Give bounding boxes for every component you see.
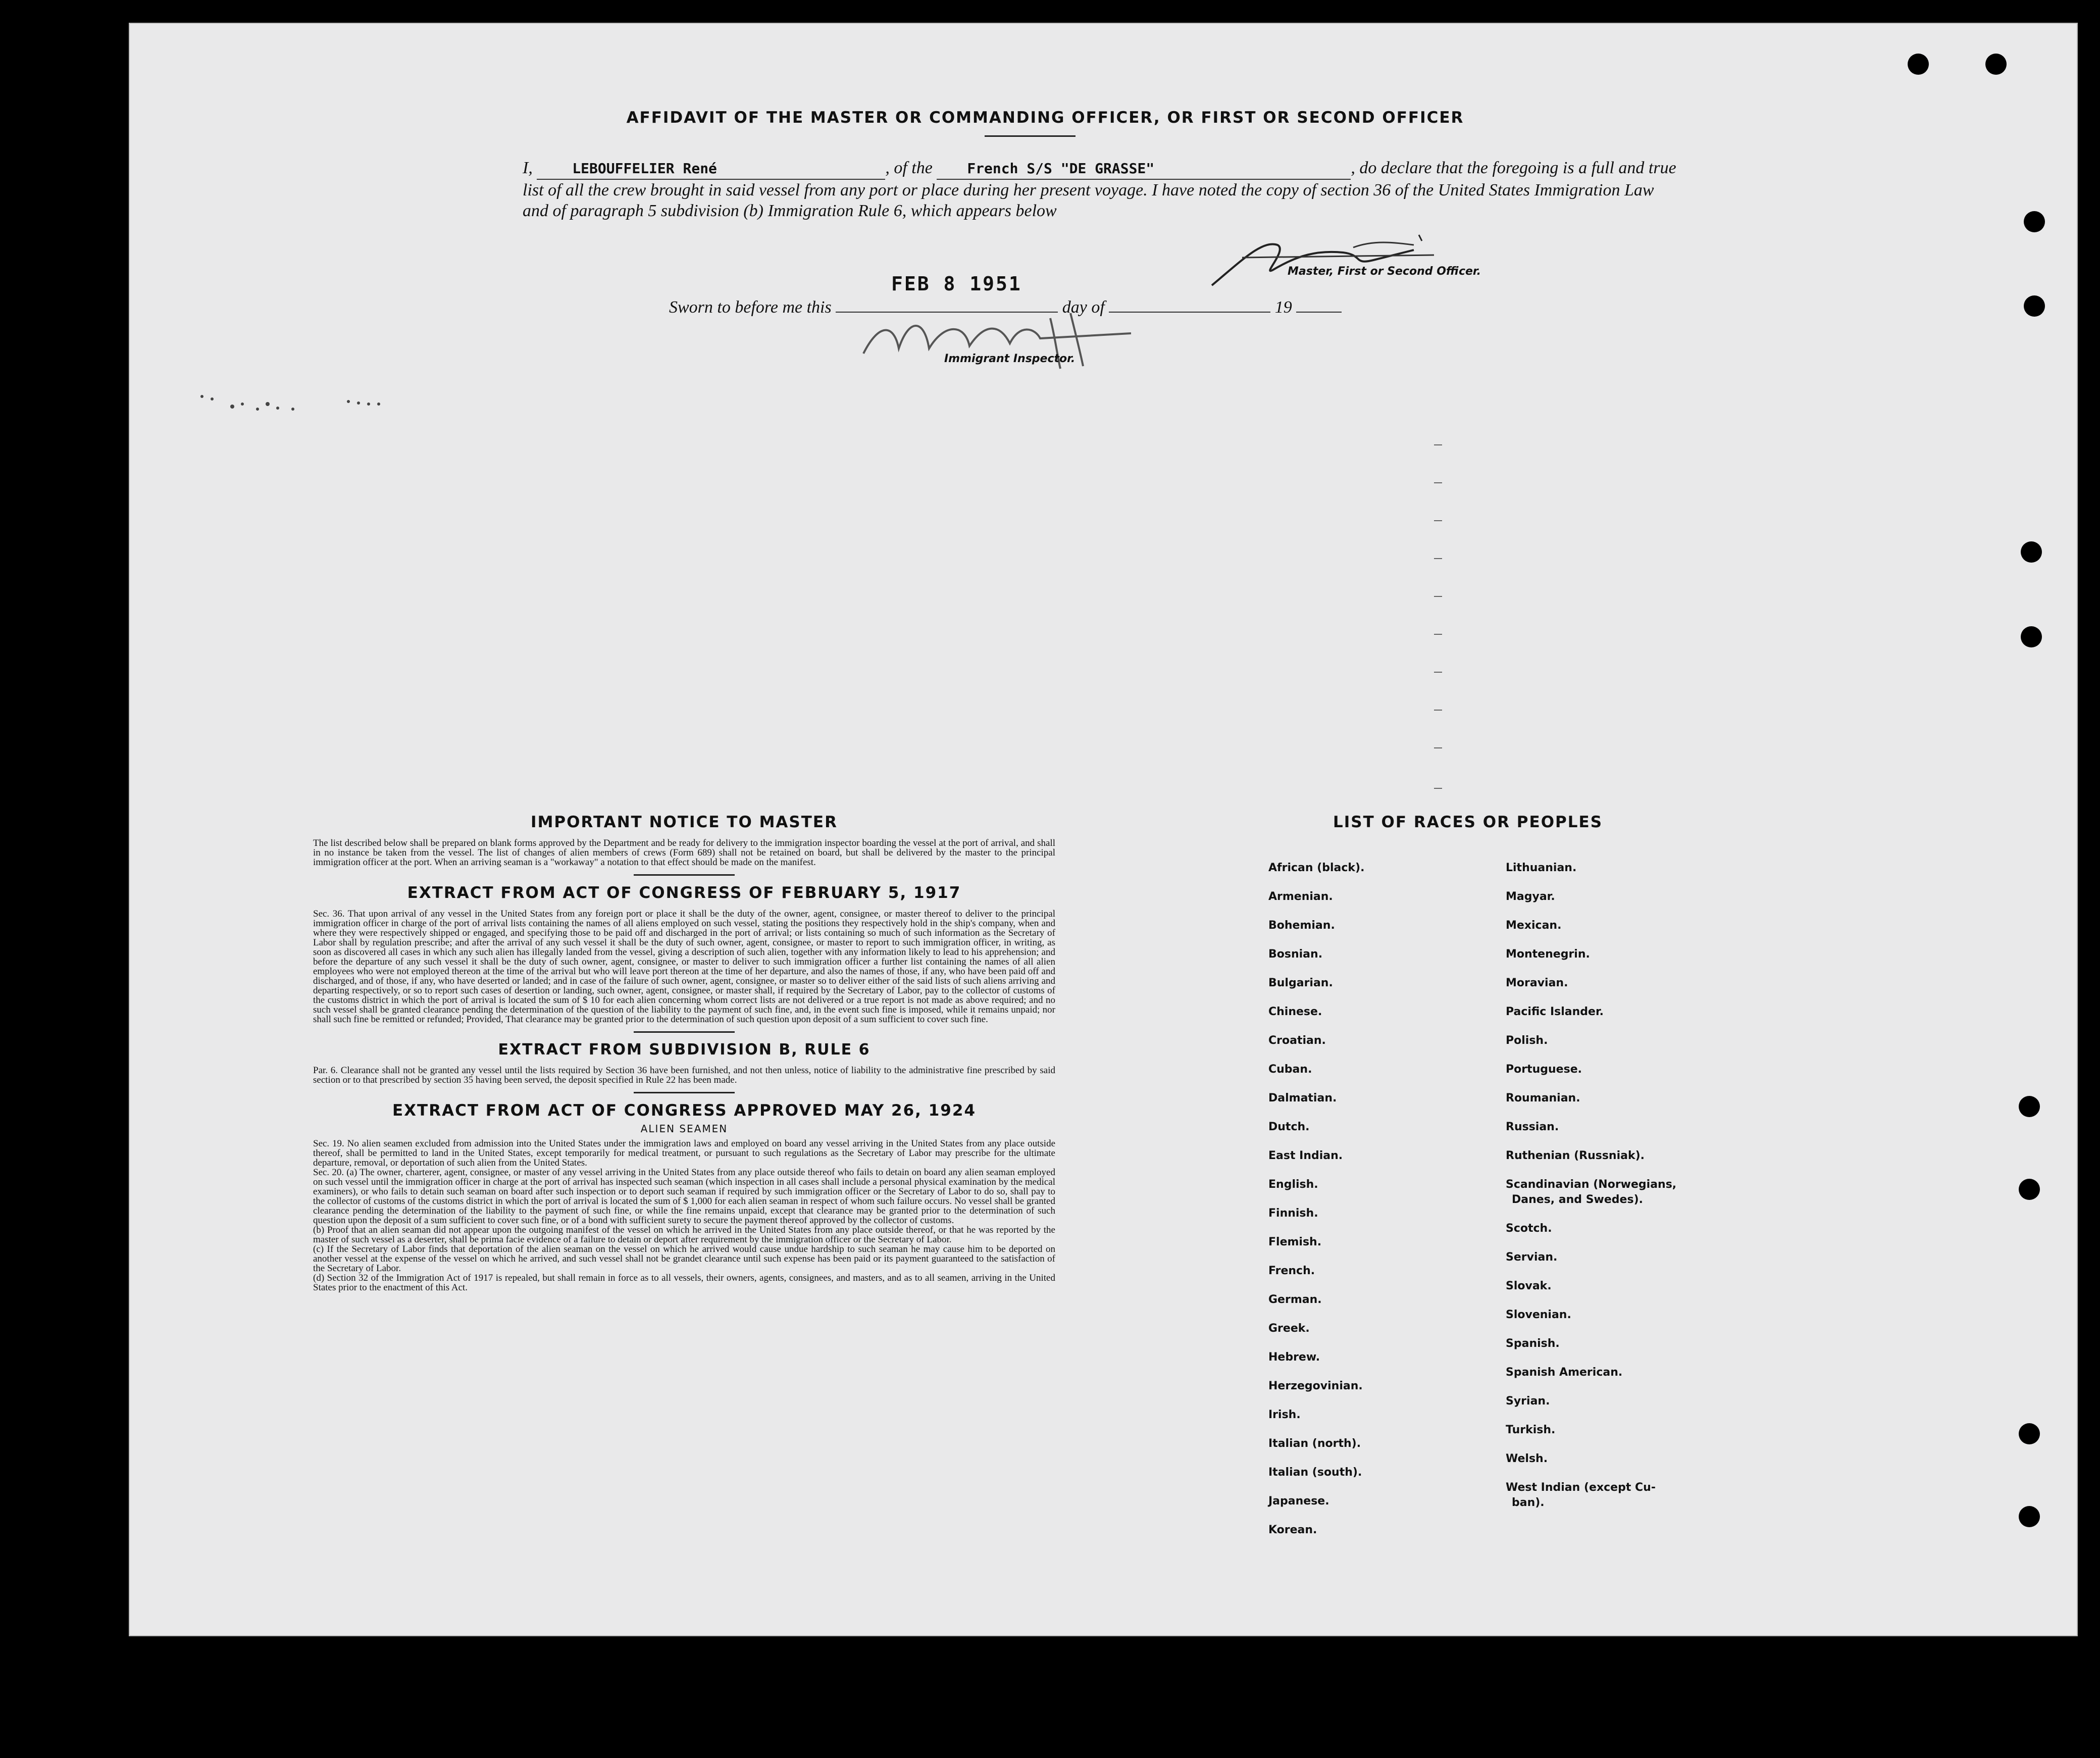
rule6-text: Par. 6. Clearance shall not be granted any vessel until the lists required by Section 36 have been furnished, and not then unless, notice of liability to the administrative fine prescribed by said section or to that prescribed by section 35 having been served, the deposit specified in Rule 22 has been made. bbox=[313, 1065, 1055, 1085]
race-item: Danes, and Swedes). bbox=[1512, 1193, 1643, 1206]
inspector-label: Immigrant Inspector. bbox=[944, 353, 1075, 365]
race-item: Korean. bbox=[1268, 1524, 1317, 1536]
notice-title: IMPORTANT NOTICE TO MASTER bbox=[531, 813, 838, 831]
extract-1924-title: EXTRACT FROM ACT OF CONGRESS APPROVED MAY 26, 1924 bbox=[392, 1101, 977, 1120]
race-item: Welsh. bbox=[1506, 1452, 1548, 1465]
dash-mark bbox=[1434, 788, 1442, 789]
dash-mark bbox=[1434, 634, 1442, 635]
alien-seamen-subtitle: ALIEN SEAMEN bbox=[640, 1123, 728, 1135]
race-item: Lithuanian. bbox=[1506, 862, 1577, 874]
binder-hole-3 bbox=[2024, 211, 2045, 232]
race-item: Slovak. bbox=[1506, 1280, 1552, 1292]
dash-mark bbox=[1434, 558, 1442, 559]
race-item: Pacific Islander. bbox=[1506, 1006, 1604, 1018]
race-item: Moravian. bbox=[1506, 977, 1568, 989]
sworn-day-of: day of bbox=[1062, 298, 1105, 317]
divider bbox=[634, 874, 735, 876]
dash-mark bbox=[1434, 747, 1442, 748]
race-item: French. bbox=[1268, 1265, 1315, 1277]
race-item: Italian (north). bbox=[1268, 1437, 1361, 1450]
race-item: Ruthenian (Russniak). bbox=[1506, 1149, 1645, 1162]
race-item: Mexican. bbox=[1506, 919, 1562, 932]
affidavit-declaration bbox=[523, 158, 1679, 221]
extract-1917-title: EXTRACT FROM ACT OF CONGRESS OF FEBRUARY 5, 1917 bbox=[407, 884, 961, 902]
race-item: East Indian. bbox=[1268, 1149, 1343, 1162]
race-item: Turkish. bbox=[1506, 1424, 1556, 1436]
race-item: Portuguese. bbox=[1506, 1063, 1582, 1076]
binder-hole-5 bbox=[2021, 541, 2042, 563]
declaration-of-the: , of the bbox=[885, 159, 933, 177]
binder-hole-9 bbox=[2019, 1423, 2040, 1444]
notice-column bbox=[313, 813, 1055, 1292]
race-item: Croatian. bbox=[1268, 1034, 1326, 1047]
race-item: Irish. bbox=[1268, 1409, 1301, 1421]
dash-mark bbox=[1434, 482, 1442, 483]
race-item: Spanish. bbox=[1506, 1337, 1560, 1350]
vessel-field bbox=[937, 158, 1351, 180]
declaration-declare: , do declare bbox=[1351, 159, 1432, 177]
declaration-i: I, bbox=[523, 159, 533, 177]
officer-signature bbox=[1202, 230, 1474, 295]
dash-mark bbox=[1434, 520, 1442, 521]
extract-1917-text: Sec. 36. That upon arrival of any vessel in the United States from any foreign port or place it shall be the duty of the owner, agent, consignee, or master thereof to deliver to the principal immigration officer in charge of the port of arrival lists containing the names of all aliens employed on such vessel, stating the positions they respectively hold in the ship's company, when and where they were respectively shipped or engaged, and specifying those to be paid off and discharged in the port of arrival; or lists containing so much of such information as the Secretary of Labor shall by regulation prescribe; and after the arrival of any such vessel it shall be the duty of such owner, agent, consignee, or master to report to such immigration officer, in writing, as soon as discovered all cases in which any such alien has illegally landed from the vessel, giving a description of such alien, together with any information likely to lead to his apprehension; and before the departure of any such vessel it shall be the duty of such owner, agent, consignee, or master to deliver to such immigration officer a further list containing the names of all alien employees who were not employed thereon at the time of the arrival but who will leave port thereon at the time of her departure, and also the names of those, if any, who have been paid off and discharged, and of those, if any, who have deserted or landed; and in case of the failure of such owner, agent, consignee, or master so to deliver either of the said lists of such aliens arriving and departing respectively, or so to report such cases of desertion or landing, such owner, agent, consignee, or master shall, if required by the Secretary of Labor, pay to the collector of customs of the customs district in which the port of arrival is located the sum of $ 10 for each alien concerning whom correct lists are not delivered or a true report is not made as above required; and no such vessel shall be granted clearance pending the determination of the question of the liability to the payment of such fine, and, in the event such fine is imposed, while it remains unpaid; nor shall such fine be remitted or refunded; Provided, That clearance may be granted prior to the determination of such question upon deposit of a sum sufficient to cover such fine. bbox=[313, 909, 1055, 1025]
race-item: Scandinavian (Norwegians, bbox=[1506, 1178, 1677, 1191]
notice-text: The list described below shall be prepared on blank forms approved by the Department and be ready for delivery to the immigration inspector boarding the vessel at the port of arrival, and shall in no instance be taken from the vessel. The list of changes of alien members of crews (Form 689) shall not be retained on board, but shall be delivered by the master to the principal immigration officer at the port. When an arriving seaman is a "workaway" a notation to that effect should be made on the manifest. bbox=[313, 838, 1055, 868]
race-item: Finnish. bbox=[1268, 1207, 1318, 1220]
race-item: ban). bbox=[1512, 1496, 1545, 1509]
sworn-year: 19 bbox=[1274, 298, 1292, 317]
race-item: Greek. bbox=[1268, 1322, 1310, 1335]
race-item: Russian. bbox=[1506, 1121, 1559, 1133]
binder-hole-10 bbox=[2019, 1506, 2040, 1527]
race-item: Slovenian. bbox=[1506, 1309, 1571, 1321]
binder-hole-1 bbox=[1908, 54, 1929, 75]
dash-mark bbox=[1434, 710, 1442, 711]
race-item: African (black). bbox=[1268, 862, 1365, 874]
race-item: Spanish American. bbox=[1506, 1366, 1623, 1379]
affidavit-title: AFFIDAVIT OF THE MASTER OR COMMANDING OFFICER, OR FIRST OR SECOND OFFICER bbox=[626, 109, 1464, 127]
dash-mark bbox=[1434, 672, 1442, 673]
dash-mark bbox=[1434, 596, 1442, 597]
race-item: Polish. bbox=[1506, 1034, 1548, 1047]
race-item: West Indian (except Cu- bbox=[1506, 1481, 1656, 1494]
race-item: Servian. bbox=[1506, 1251, 1558, 1264]
race-item: Herzegovinian. bbox=[1268, 1380, 1363, 1392]
race-item: Roumanian. bbox=[1506, 1092, 1580, 1104]
race-item: Flemish. bbox=[1268, 1236, 1322, 1248]
sec20b-text: (b) Proof that an alien seaman did not appear upon the outgoing manifest of the vessel on which he arrived in the United States from any place outside thereof, or that he was reported by the master of such vessel as a deserter, shall be prima facie evidence of a failure to detain or deport after requirement by the immigration officer or the Secretary of Labor. bbox=[313, 1225, 1055, 1245]
race-item: Italian (south). bbox=[1268, 1466, 1362, 1479]
divider bbox=[634, 1031, 735, 1033]
officer-label: Master, First or Second Officer. bbox=[1288, 265, 1481, 278]
races-title: LIST OF RACES OR PEOPLES bbox=[1333, 813, 1603, 831]
sec20d-text: (d) Section 32 of the Immigration Act of 1917 is repealed, but shall remain in force as to all vessels, their owners, agents, consignees, and masters, and as to all seamen, arriving in the United States prior to the enactment of this Act. bbox=[313, 1273, 1055, 1293]
race-item: Japanese. bbox=[1268, 1495, 1329, 1508]
race-item: English. bbox=[1268, 1178, 1318, 1191]
race-item: Dalmatian. bbox=[1268, 1092, 1337, 1104]
declaration-body: that the foregoing is a full and true list of all the crew brought in said vessel from any port or place during her present voyage. I have noted the copy of section 36 of the United States Immigration Law and of paragraph 5 subdivision (b) Immigration Rule 6, which appears below bbox=[523, 159, 1676, 220]
binder-hole-8 bbox=[2019, 1179, 2040, 1200]
race-item: Cuban. bbox=[1268, 1063, 1312, 1076]
sec20c-text: (c) If the Secretary of Labor finds that deportation of the alien seaman on the vessel on which he arrived would cause undue hardship to such seaman he may cause him to be deported on another vessel at the expense of the vessel on which he arrived, and such vessel shall not be grandet clearance until such expense has been paid or its payment guaranteed to the satisfaction of the Secretary of Labor. bbox=[313, 1244, 1055, 1274]
dash-mark bbox=[1434, 444, 1442, 445]
sworn-prefix: Sworn to before me this bbox=[669, 298, 832, 317]
sec20a-text: Sec. 20. (a) The owner, charterer, agent, consignee, or master of any vessel arriving in the United States from any place outside thereof who fails to detain on board any alien seaman employed on such vessel until the immigration officer in charge at the port of arrival has inspected such seaman (which inspection in all cases shall include a personal physical examination by the medical examiners), or who fails to detain such seaman on board after such inspection or to deport such seaman if required by such immigration officer or the Secretary of Labor to do so, shall pay to the collector of customs of the customs district in which the port of arrival is located the sum of $ 1,000 for each alien seaman in respect of whom such failure occurs. No vessel shall be granted clearance pending the determination of the liability to the payment of such fine, or while the fine remains unpaid, except that clearance may be granted prior to the determination of such question upon the deposit of a sum sufficient to cover such fine, or of a bond with sufficient surety to secure the payment thereof approved by the collector of customs. bbox=[313, 1167, 1055, 1226]
race-item: Dutch. bbox=[1268, 1121, 1310, 1133]
race-item: Bulgarian. bbox=[1268, 977, 1333, 989]
race-item: Bohemian. bbox=[1268, 919, 1335, 932]
divider bbox=[634, 1092, 735, 1093]
vessel-name: French S/S "DE GRASSE" bbox=[967, 160, 1155, 177]
race-item: Scotch. bbox=[1506, 1222, 1552, 1235]
binder-hole-7 bbox=[2019, 1096, 2040, 1117]
date-stamp: FEB 8 1951 bbox=[891, 273, 1022, 295]
race-item: Hebrew. bbox=[1268, 1351, 1320, 1364]
master-name: LEBOUFFELIER René bbox=[572, 160, 717, 177]
race-item: Syrian. bbox=[1506, 1395, 1550, 1408]
race-item: Chinese. bbox=[1268, 1006, 1322, 1018]
binder-hole-6 bbox=[2021, 626, 2042, 647]
binder-hole-2 bbox=[1985, 54, 2007, 75]
race-item: German. bbox=[1268, 1293, 1322, 1306]
race-item: Armenian. bbox=[1268, 890, 1333, 903]
rule6-title: EXTRACT FROM SUBDIVISION B, RULE 6 bbox=[498, 1041, 870, 1059]
race-item: Montenegrin. bbox=[1506, 948, 1590, 961]
title-underline bbox=[985, 135, 1075, 137]
faded-stamp-marks bbox=[192, 384, 404, 424]
master-name-field bbox=[537, 158, 885, 180]
sec19-text: Sec. 19. No alien seamen excluded from admission into the United States under the immigration laws and employed on board any vessel arriving in the United States from any place outside thereof, shall be permitted to land in the United States, except temporarily for medical treatment, or pursuant to such regulations as the Secretary of Labor may prescribe for the ultimate departure, removal, or deportation of such alien from the United States. bbox=[313, 1138, 1055, 1168]
race-item: Magyar. bbox=[1506, 890, 1555, 903]
binder-hole-4 bbox=[2024, 295, 2045, 317]
race-item: Bosnian. bbox=[1268, 948, 1323, 961]
